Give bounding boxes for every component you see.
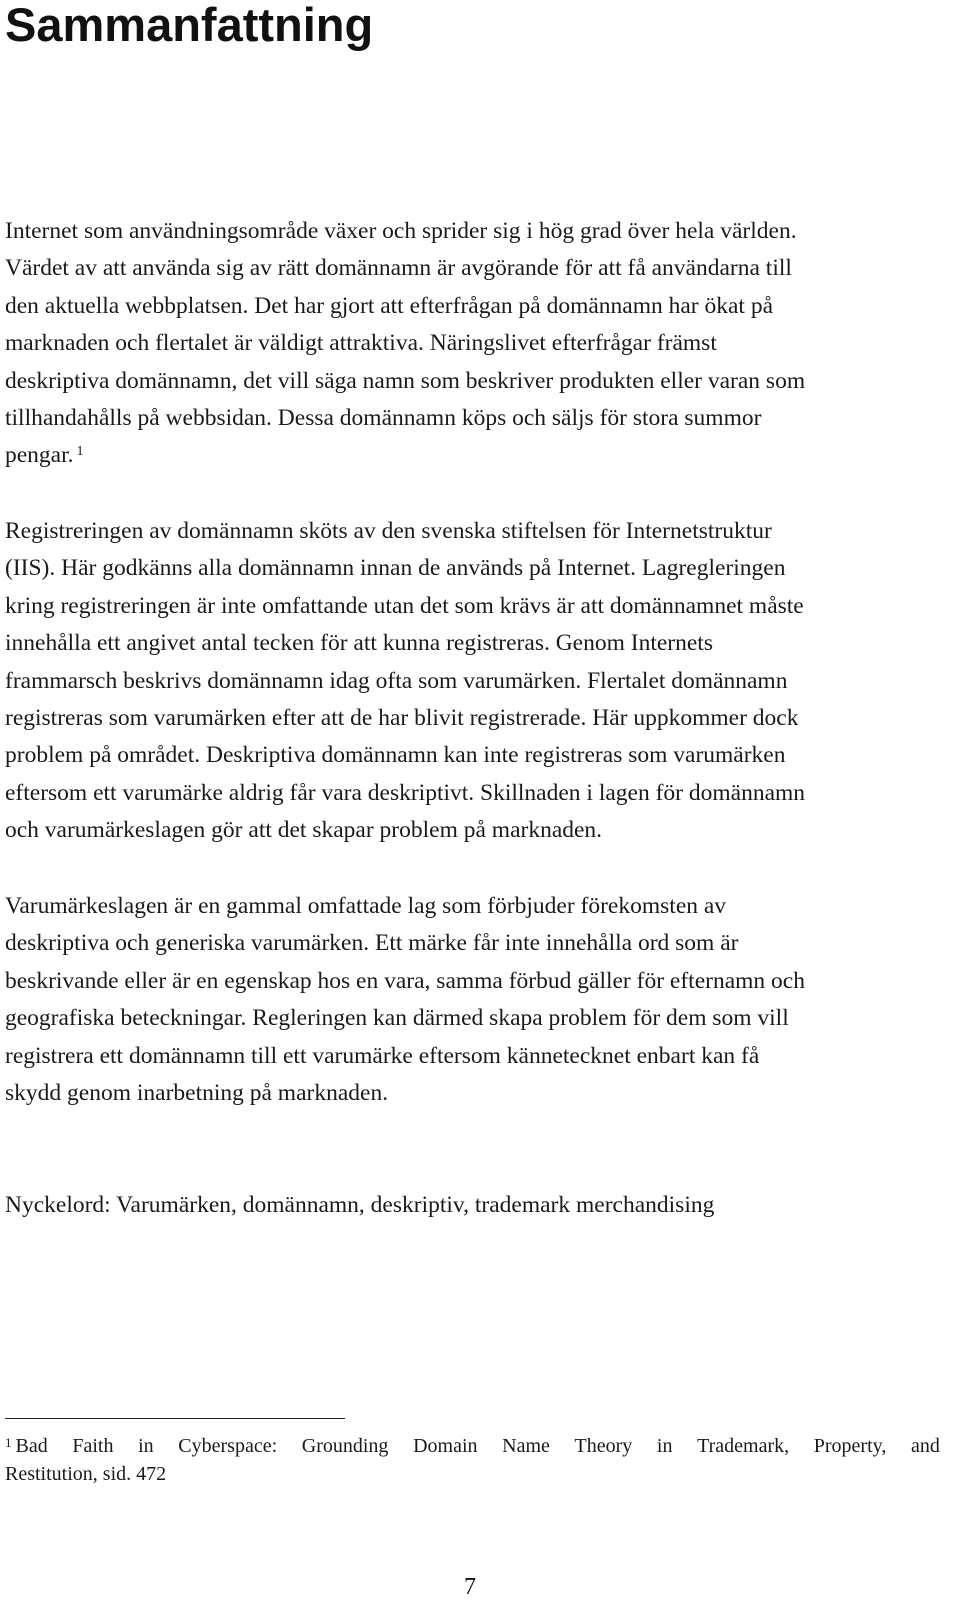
paragraph-line: deskriptiva och generiska varumärken. Ett märke får inte innehålla ord som är: [5, 930, 739, 957]
paragraph-line: marknaden och flertalet är väldigt attraktiva. Näringslivet efterfrågar främst: [5, 330, 717, 357]
page-title: Sammanfattning: [5, 0, 374, 51]
paragraph-line: Varumärkeslagen är en gammal omfattade lag som förbjuder förekomsten av: [5, 893, 727, 919]
paragraph-line: den aktuella webbplatsen. Det har gjort att efterfrågan på domännamn har ökat på: [5, 292, 774, 319]
footnote-word: Property,: [813, 1435, 887, 1457]
paragraph-line: eftersom ett varumärke aldrig får vara deskriptivt. Skillnaden i lagen för domännamn: [5, 779, 806, 806]
footnote-word: in: [138, 1435, 154, 1457]
footnote-word: Faith: [72, 1435, 114, 1457]
paragraph-line: innehålla ett angivet antal tecken för att kunna registreras. Genom Internets: [5, 630, 713, 657]
summary-paragraph-1: [5, 213, 940, 475]
paragraph-line: tillhandahålls på webbsidan. Dessa domännamn köps och säljs för stora summor: [5, 405, 762, 432]
footnote-word: Trademark,: [697, 1435, 790, 1457]
footnote-word: Name: [502, 1435, 550, 1457]
footnote-word: Grounding: [301, 1435, 389, 1457]
footnote-divider: [5, 1418, 345, 1419]
keywords: [5, 1187, 940, 1224]
paragraph-line: problem på området. Deskriptiva domännamn kan inte registreras som varumärken: [5, 742, 786, 769]
paragraph-line: frammarsch beskrivs domännamn idag ofta som varumärken. Flertalet domännamn: [5, 667, 788, 694]
footnote-word: in: [656, 1435, 673, 1457]
footnote-word: Theory: [574, 1435, 633, 1457]
footnote-word: Cyberspace:: [178, 1435, 278, 1457]
footnote: [5, 1432, 940, 1488]
paragraph-line: registreras som varumärken efter att de har blivit registrerade. Här uppkommer dock: [5, 705, 799, 732]
paragraph-line-last: [5, 437, 940, 474]
paragraph-line: deskriptiva domännamn, det vill säga namn som beskriver produkten eller varan som: [5, 367, 806, 394]
paragraph-line: och varumärkeslagen gör att det skapar problem på marknaden.: [5, 817, 603, 844]
paragraph-line: geografiska beteckningar. Regleringen kan därmed skapa problem för dem som vill: [5, 1005, 789, 1032]
keywords-text: Nyckelord: Varumärken, domännamn, deskriptiv, trademark merchandising: [5, 1192, 715, 1218]
footnote-word: Domain: [413, 1435, 478, 1457]
summary-paragraph-3: [5, 888, 940, 1112]
paragraph-line: registrera ett domännamn till ett varumärke eftersom kännetecknet enbart kan få: [5, 1042, 760, 1069]
footnote-line-2: Restitution, sid. 472: [5, 1463, 167, 1485]
footnote-word-text: Bad: [15, 1435, 48, 1457]
footnote-number: 1: [5, 1435, 12, 1450]
summary-paragraph-2: [5, 513, 940, 850]
paragraph-line: beskrivande eller är en egenskap hos en vara, samma förbud gäller för efternamn och: [5, 967, 805, 994]
footnote-word: [5, 1432, 48, 1460]
paragraph-line: Registreringen av domännamn sköts av den svenska stiftelsen för Internetstruktur: [5, 518, 772, 544]
paragraph-text: pengar.: [5, 442, 74, 469]
paragraph-line: Internet som användningsområde växer och sprider sig i hög grad över hela världen.: [5, 218, 797, 244]
paragraph-line: (IIS). Här godkänns alla domännamn innan de används på Internet. Lagregleringen: [5, 555, 786, 582]
footnote-line-1: [5, 1432, 940, 1460]
page-number: 7: [464, 1574, 476, 1600]
paragraph-line: Värdet av att använda sig av rätt domännamn är avgörande för att få användarna till: [5, 255, 792, 282]
footnote-reference[interactable]: 1: [76, 444, 84, 460]
footnote-word: and: [910, 1435, 940, 1457]
paragraph-line: skydd genom inarbetning på marknaden.: [5, 1080, 389, 1107]
paragraph-line: kring registreringen är inte omfattande utan det som krävs är att domännamnet måste: [5, 592, 804, 619]
